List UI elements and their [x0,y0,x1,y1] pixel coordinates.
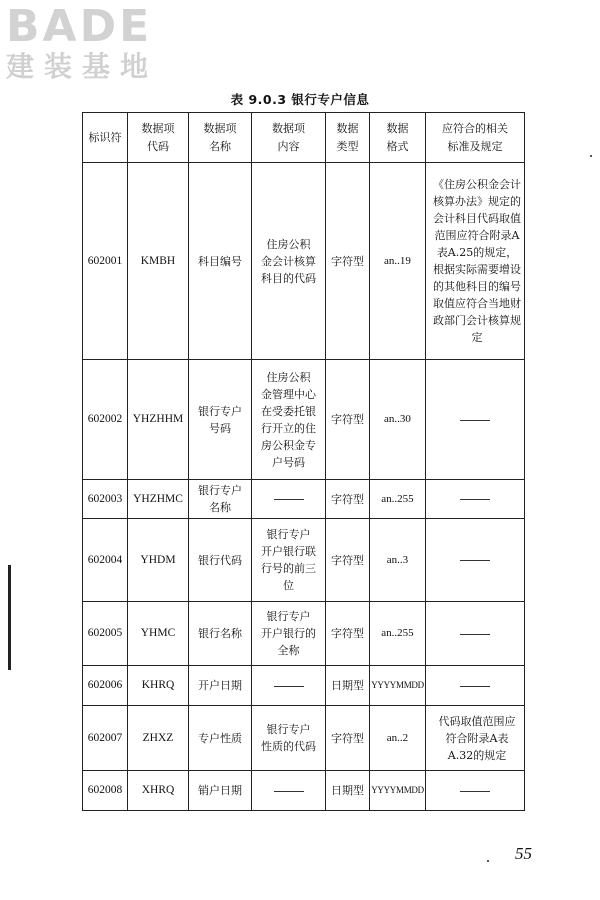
cell-standard-empty [426,480,525,519]
cell-data-type: 字符型 [326,706,370,771]
scan-speck [487,860,489,862]
header-data-format: 数据 格式 [370,113,426,163]
cell-data-type: 字符型 [326,163,370,360]
table-row [83,771,525,811]
cell-item-code: KMBH [128,163,189,360]
header-item-code: 数据项 代码 [128,113,189,163]
cell-item-code: XHRQ [128,771,189,811]
cell-identifier: 602007 [83,706,128,771]
cell-identifier: 602004 [83,519,128,602]
cell-data-type: 字符型 [326,519,370,602]
header-standard: 应符合的相关 标准及规定 [426,113,525,163]
cell-identifier: 602006 [83,666,128,706]
cell-item-name: 销户日期 [189,771,252,811]
cell-standard-empty [426,360,525,480]
empty-dash [274,499,304,500]
header-item-content: 数据项 内容 [252,113,326,163]
scan-speck [590,155,592,157]
cell-item-code: ZHXZ [128,706,189,771]
empty-dash [274,686,304,687]
cell-data-type: 日期型 [326,771,370,811]
cell-standard-empty [426,771,525,811]
cell-item-content: 住房公积 金会计核算 科目的代码 [252,163,326,360]
cell-data-type: 字符型 [326,360,370,480]
cell-item-content: 银行专户 开户银行的 全称 [252,602,326,666]
page-number: 55 [515,844,532,863]
cell-identifier: 602001 [83,163,128,360]
table-row [83,480,525,519]
cell-data-type: 字符型 [326,480,370,519]
header-row [83,113,525,163]
cell-data-format: an..255 [370,480,426,519]
cell-standard: 代码取值范围应 符合附录A表 A.32的规定 [426,706,525,771]
cell-item-content: 银行专户 开户银行联 行号的前三 位 [252,519,326,602]
empty-dash [460,634,490,635]
cell-item-code: YHZHMC [128,480,189,519]
cell-item-name: 银行名称 [189,602,252,666]
cell-standard-empty [426,666,525,706]
empty-dash [460,499,490,500]
cell-item-content-empty [252,771,326,811]
cell-data-type: 字符型 [326,602,370,666]
logo-wordmark: BADE [6,1,153,52]
cell-item-name: 银行专户 名称 [189,480,252,519]
table-row [83,666,525,706]
cell-data-format: an..255 [370,602,426,666]
cell-data-format: YYYYMMDD [370,666,426,706]
table-row [83,519,525,602]
bank-account-table [82,112,525,811]
header-data-type: 数据 类型 [326,113,370,163]
table-title: 表 9.0.3 银行专户信息 [230,92,370,107]
cell-identifier: 602005 [83,602,128,666]
cell-item-name: 银行专户 号码 [189,360,252,480]
cell-item-name: 专户性质 [189,706,252,771]
cell-item-content: 住房公积 金管理中心 在受委托银 行开立的住 房公积金专 户号码 [252,360,326,480]
cell-data-format: an..3 [370,519,426,602]
cell-data-type: 日期型 [326,666,370,706]
table-row [83,163,525,360]
cell-standard-empty [426,602,525,666]
cell-item-name: 银行代码 [189,519,252,602]
cell-item-code: KHRQ [128,666,189,706]
cell-data-format: an..2 [370,706,426,771]
cell-identifier: 602002 [83,360,128,480]
cell-data-format: an..30 [370,360,426,480]
empty-dash [460,420,490,421]
table-row [83,706,525,771]
cell-identifier: 602008 [83,771,128,811]
cell-data-format: an..19 [370,163,426,360]
empty-dash [274,791,304,792]
cell-item-name: 开户日期 [189,666,252,706]
cell-identifier: 602003 [83,480,128,519]
cell-item-content-empty [252,666,326,706]
cell-standard-empty [426,519,525,602]
header-item-name: 数据项 名称 [189,113,252,163]
cell-item-name: 科目编号 [189,163,252,360]
table-row [83,602,525,666]
logo [6,1,181,84]
cell-item-content-empty [252,480,326,519]
empty-dash [460,560,490,561]
cell-item-code: YHDM [128,519,189,602]
scan-margin-mark [8,565,11,670]
empty-dash [460,686,490,687]
header-identifier: 标识符 [83,113,128,163]
cell-item-code: YHMC [128,602,189,666]
cell-data-format: YYYYMMDD [370,771,426,811]
cell-item-code: YHZHHM [128,360,189,480]
cell-item-content: 银行专户 性质的代码 [252,706,326,771]
empty-dash [460,791,490,792]
cell-standard: 《住房公积金会计核算办法》规定的会计科目代码取值范围应符合附录A表A.25的规定，根据实际需要增设的其他科目的编号取值应符合当地财政部门会计核算规定 [426,163,525,360]
table-row [83,360,525,480]
logo-subtitle: 建装基地 [6,50,159,83]
